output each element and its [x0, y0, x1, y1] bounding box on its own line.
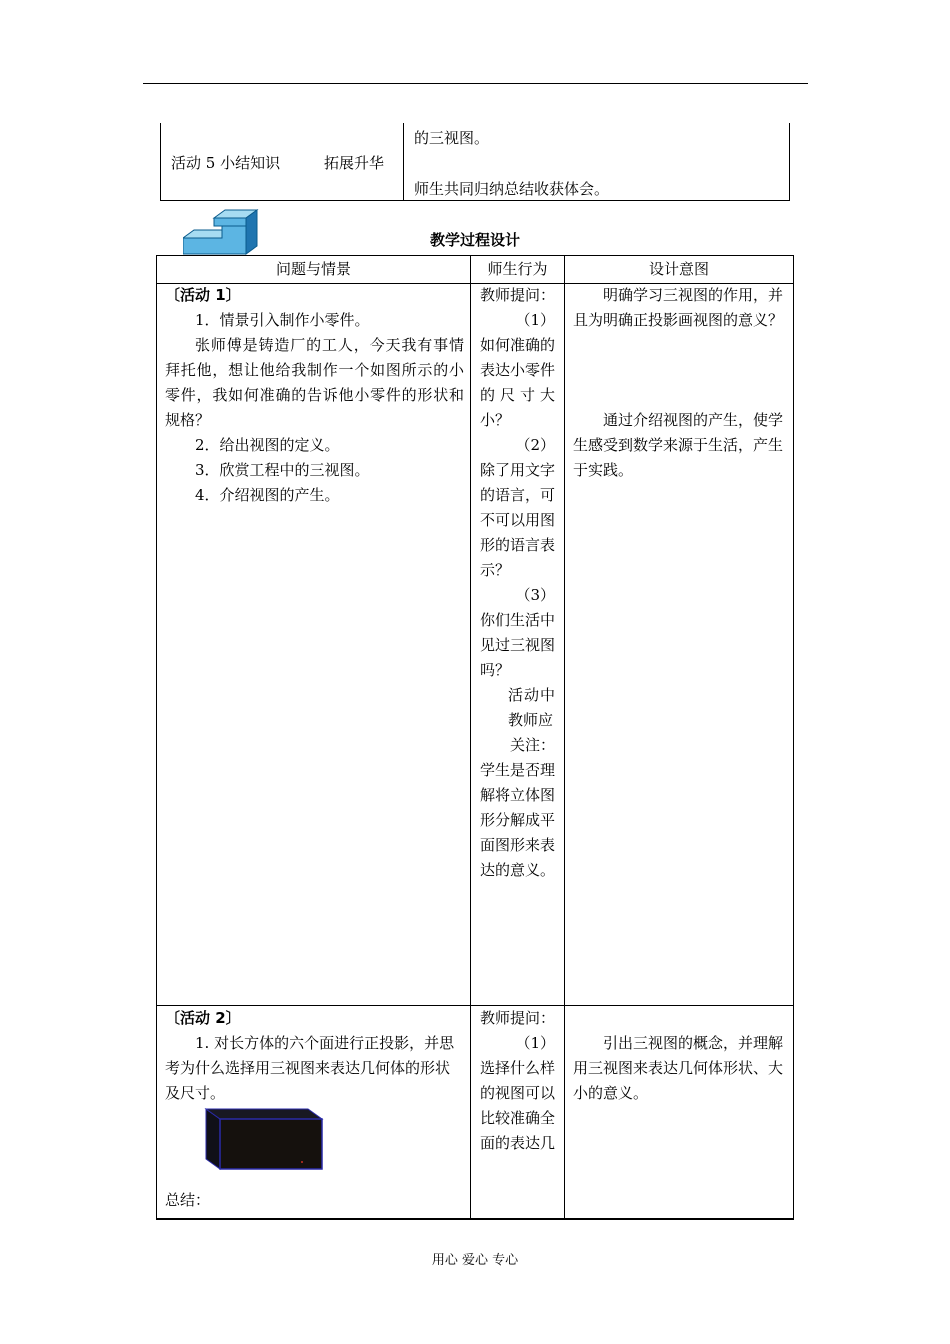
activity-2-title: 〔活动 2〕 [165, 1009, 241, 1027]
table-border [156, 255, 157, 1220]
table-border [470, 255, 471, 1220]
cuboid-figure [204, 1107, 324, 1171]
list-item: 2．给出视图的定义。 [195, 436, 340, 454]
summary-text: 师生共同归纳总结收获体会。 [414, 180, 610, 198]
teacher-text: 教师提问： [480, 1009, 556, 1027]
table-border [156, 1218, 794, 1220]
header-intent: 设计意图 [648, 260, 709, 278]
list-item: 4．介绍视图的产生。 [195, 486, 340, 504]
table-border [403, 123, 404, 201]
intent-1-cell [573, 283, 787, 483]
activity-5-sublabel: 拓展升华 [324, 154, 385, 172]
list-item: 3．欣赏工程中的三视图。 [195, 461, 370, 479]
table-border [160, 200, 790, 201]
activity-1-title: 〔活动 1〕 [165, 286, 241, 304]
table-border [564, 255, 565, 1220]
table-border [793, 255, 794, 1220]
activity-2-text: 1. 对长方体的六个面进行正投影，并思考为什么选择用三视图来表达几何体的形状及尺寸。 [165, 1034, 455, 1102]
intent-text: 明确学习三视图的作用，并且为明确正投影画视图的意义？ [573, 286, 784, 329]
summary-text: 的三视图。 [414, 129, 490, 147]
table-border [160, 123, 161, 201]
question-number: （3） [515, 586, 555, 604]
teacher-note: 学生是否理解将立体图形分解成平面图形来表达的意义。 [480, 761, 556, 879]
teacher-actions-1 [480, 283, 555, 883]
teacher-text: 教师提问： [480, 286, 556, 304]
page-footer: 用心 爱心 专心 [431, 1253, 519, 1268]
header-problem: 问题与情景 [275, 260, 351, 278]
summary-table [160, 123, 790, 201]
activity-5-label: 活动 5 小结知识 [171, 154, 281, 172]
teacher-question: 你们生活中见过三视图吗？ [480, 611, 556, 679]
teacher-question: 选择什么样的视图可以比较准确全面的表达几 [480, 1059, 556, 1152]
section-heading: 教学过程设计 [429, 231, 520, 249]
list-item: 1．情景引入制作小零件。 [195, 311, 370, 329]
teacher-question: 除了用文字的语言，可不可以用图形的语言表示？ [480, 461, 556, 579]
header-rule [143, 83, 808, 84]
activity-1-cell [165, 283, 464, 508]
table-border [789, 123, 790, 201]
lesson-table [156, 255, 794, 1220]
teacher-actions-2 [480, 1006, 555, 1156]
teacher-note: 活动中教师应 [508, 686, 555, 729]
header-teacher: 师生行为 [487, 260, 548, 278]
question-number: （1） [515, 1034, 555, 1052]
question-number: （1） [515, 311, 555, 329]
intent-text: 引出三视图的概念，并理解用三视图来表达几何体形状、大小的意义。 [573, 1034, 784, 1102]
question-number: （2） [515, 436, 555, 454]
intent-text: 通过介绍视图的产生，使学生感受到数学来源于生活，产生于实践。 [573, 411, 784, 479]
summary-label: 总结： [165, 1191, 211, 1209]
scenario-text: 张师傅是铸造厂的工人，今天我有事情拜托他，想让他给我制作一个如图所示的小零件，我如何准确的告诉他小零件的形状和规格？ [165, 336, 464, 429]
intent-2-cell [573, 1031, 787, 1106]
teacher-note: 关注： [509, 736, 555, 754]
teacher-question: 如何准确的表达小零件的尺寸大小？ [480, 336, 556, 429]
